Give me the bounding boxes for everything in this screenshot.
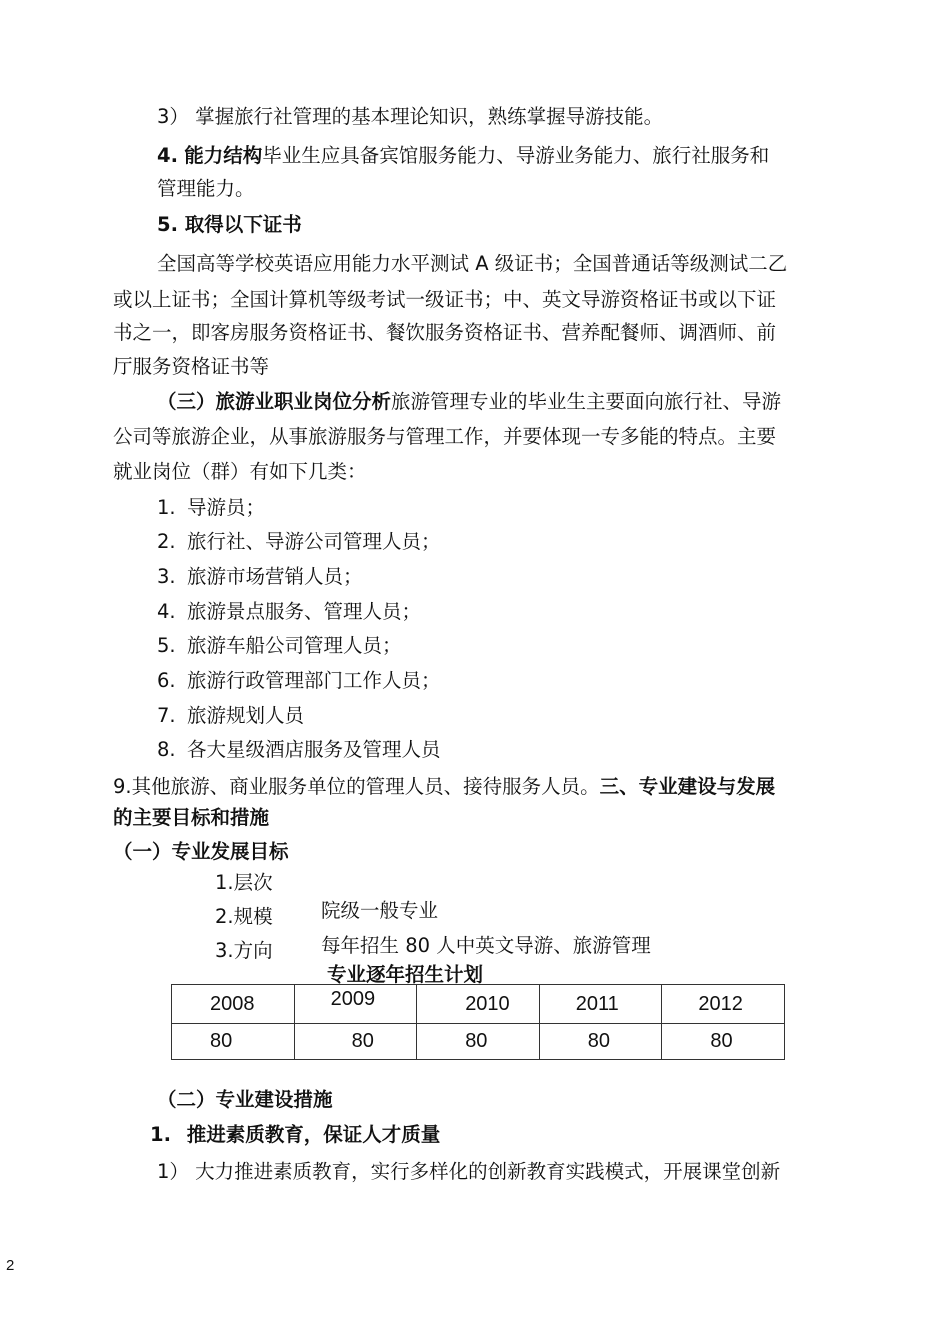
item-9-text: 9.其他旅游、商业服务单位的管理人员、接待服务人员。 [113,775,600,798]
item-number: 4. [157,144,178,167]
goal-value-direction: 每年招生 80 人中英文导游、旅游管理 [321,934,651,957]
table-cell: 80 [662,1024,785,1060]
certificates-line-3: 书之一，即客房服务资格证书、餐饮服务资格证书、营养配餐师、调酒师、前 [113,321,777,344]
job-analysis-paragraph [157,389,781,415]
ability-heading: 能力结构 [184,144,263,167]
job-analysis-line-3: 就业岗位（群）有如下几类： [113,460,367,483]
table-cell: 80 [172,1024,295,1060]
job-analysis-text: 旅游管理专业的毕业生主要面向旅行社、导游 [391,390,782,413]
goal-label-level: 1.层次 [215,871,273,894]
ability-text: 毕业生应具备宾馆服务能力、导游业务能力、旅行社服务和 [262,144,770,167]
certificates-line-2: 或以上证书；全国计算机等级考试一级证书；中、英文导游资格证书或以下证 [113,288,777,311]
table-cell: 2011 [539,985,662,1024]
certificates-line-4: 厅服务资格证书等 [113,355,270,378]
list-item: 6. 旅游行政管理部门工作人员； [157,669,441,692]
job-analysis-heading: （三）旅游业职业岗位分析 [157,390,392,413]
table-cell: 80 [539,1024,662,1060]
goal-label-direction: 3.方向 [215,939,273,962]
paragraph-3-knowledge: 3） 掌握旅行社管理的基本理论知识，熟练掌握导游技能。 [157,105,664,128]
section-three-heading-continued: 的主要目标和措施 [113,806,270,829]
list-item: 8. 各大星级酒店服务及管理人员 [157,738,441,761]
goal-label-scale: 2.规模 [215,905,273,928]
table-caption: 专业逐年招生计划 [327,963,484,986]
section-goals-heading: （一）专业发展目标 [113,840,289,863]
certificates-title: 取得以下证书 [184,213,302,236]
item-number: 1. [150,1123,171,1146]
section-measures-heading: （二）专业建设措施 [157,1088,333,1111]
measures-item-1 [150,1122,440,1148]
list-item: 2. 旅行社、导游公司管理人员； [157,530,441,553]
job-analysis-line-2: 公司等旅游企业，从事旅游服务与管理工作，并要体现一专多能的特点。主要 [113,425,777,448]
table-cell: 80 [417,1024,540,1060]
list-item: 3. 旅游市场营销人员； [157,565,363,588]
page-number: 2 [6,1257,15,1274]
ability-text-continued: 管理能力。 [157,177,255,200]
list-item: 7. 旅游规划人员 [157,704,305,727]
table-cell: 2009 [294,985,417,1024]
table-cell: 80 [294,1024,417,1060]
list-item: 5. 旅游车船公司管理人员； [157,634,402,657]
table-cell: 2008 [172,985,295,1024]
item-9-line [113,774,775,800]
certificates-line-1: 全国高等学校英语应用能力水平测试 A 级证书；全国普通话等级测试二乙 [157,252,788,275]
section-three-heading: 三、专业建设与发展 [599,775,776,798]
item-number: 5. [157,213,178,236]
measures-item-1-title: 推进素质教育，保证人才质量 [186,1123,441,1146]
paragraph-4-ability [157,143,769,169]
table-row [172,985,785,1024]
goal-value-scale: 院级一般专业 [321,899,439,922]
measures-sub-1: 1） 大力推进素质教育，实行多样化的创新教育实践模式，开展课堂创新 [157,1160,781,1183]
table-row [172,1024,785,1060]
certificates-heading [157,212,302,238]
list-item: 4. 旅游景点服务、管理人员； [157,600,422,623]
list-item: 1. 导游员； [157,496,266,519]
table-cell: 2010 [417,985,540,1024]
table-cell: 2012 [662,985,785,1024]
enrollment-plan-table [171,984,785,1060]
